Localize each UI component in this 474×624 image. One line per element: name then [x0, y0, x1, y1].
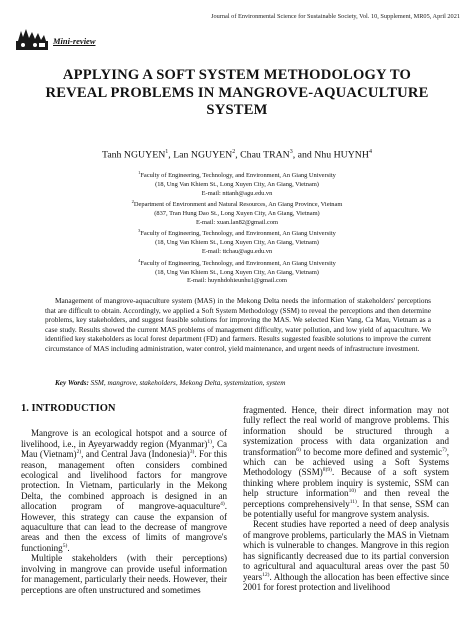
author-name: Nhu HUYNH — [314, 149, 369, 161]
author-affiliation-mark: 4 — [368, 149, 372, 155]
affiliation-email: E-mail: ttchau@agu.edu.vn — [201, 248, 273, 255]
affiliation-line: (18, Ung Van Khiem St., Long Xuyen City, An Giang, Vietnam) — [155, 180, 319, 188]
affiliation-mark: 2 — [131, 199, 134, 205]
article-type-label: Mini-review — [53, 36, 96, 46]
author-name: Lan NGUYEN — [173, 149, 233, 161]
affiliation-line: $^4$Faculty of Engineering, Technology, and Environment, An Giang University — [138, 257, 336, 267]
author-name: Chau TRAN — [240, 149, 290, 161]
affiliation-line: $^3$Faculty of Engineering, Technology, and Environment, An Giang University — [138, 228, 336, 238]
body-paragraph: fragmented. Hence, their direct information may not fully reflect the real world of mangrove problems. This information should be structured through a systemization process with data organization and transformation$^{6)}$ to become more defined and systemic$^{7)}$, which can be achieved using a Soft Systems Methodology (SSM)$^{8)9)}$. Because of a soft system thinking where problem inquiry is systemic, SSM can help structure information$^{10)}$ and then reveal the perceptions comprehensively$^{11)}$. In that sense, SSM can be potentially useful for mangrove system analysis. — [243, 405, 449, 520]
keywords-text: SSM, mangrove, stakeholders, Mekong Delta, systemization, system — [90, 379, 286, 387]
journal-header: Journal of Environmental Science for Sustainable Society, Vol. 10, Supplement, MR05, April 2021 — [211, 13, 460, 20]
title-line: SYSTEM — [206, 102, 268, 118]
affiliation-line: $^2$Department of Environment and Natural Resources, An Giang Province, Vietnam — [131, 199, 343, 209]
section-heading: 1. INTRODUCTION — [21, 403, 116, 414]
author-affiliation-mark: 3 — [289, 149, 293, 155]
affiliation-email: E-mail: huynhdohieunhu1@gmail.com — [187, 277, 287, 285]
author-affiliation-mark: 2 — [232, 149, 236, 155]
title-line: APPLYING A SOFT SYSTEM METHODOLOGY TO — [62, 67, 412, 83]
keywords — [55, 379, 435, 387]
affiliation-mark: 4 — [138, 257, 141, 263]
body-paragraph: Mangrove is an ecological hotspot and a source of livelihood, i.e., in Ayeyarwaddy region (Myanmar)$^{1)}$, Ca Mau (Vietnam)$^{2)}$, and Central Java (Indonesia)$^{3)}$. For this reason, management often considers combined ecological and livelihood factors for mangrove protection. In Vietnam, particularly in the Mekong Delta, the combined approach is designed in an allocation program of mangrove-aquaculture$^{4)}$. However, this strategy can cause the expansion of aquaculture that can lead to the decrease of mangrove areas and then the excess of limits of mangrove's functioning$^{5)}$. — [21, 428, 227, 553]
author-separator: , — [235, 149, 241, 161]
body-paragraph: Multiple stakeholders (with their perceptions) involving in mangrove can provide useful information for management, particularly their needs. However, their perceptions are often unstructured and sometimes — [21, 553, 227, 595]
paper-title — [30, 67, 444, 120]
body-paragraph: Recent studies have reported a need of deep analysis of mangrove problems, particularly the MAS in Vietnam which is vulnerable to changes. Mangrove in this region has significantly decreased due to its partial conversion to agricultural and aquacultural areas over the past 50 years$^{12)}$. Although the allocation has been effective since 2001 for forest protection and livelihood — [243, 519, 449, 592]
affiliation-line: (837, Tran Hung Dao St., Long Xuyen City, An Giang, Vietnam) — [154, 210, 320, 218]
abstract: Management of mangrove-aquaculture system (MAS) in the Mekong Delta needs the information of stakeholders' perceptions that are difficult to obtain. Accordingly, we applied a Soft System Methodology (SSM) to reveal the perceptions and then determine problems, key stakeholders, and suggest feasible solutions for improving the MAS. We selected Kien Vang, Ca Mau, Vietnam as a case study. Results showed the current MAS problems of management difficulty, water pollution, and low yield of aquaculture. We identified key stakeholders as local forest department (FD) and farmers. Results suggested feasible solutions to improve the current circumstance of MAS including administration, water control, yield maintenance, and urgent needs of infrastructure investment. — [45, 296, 431, 353]
author-separator: , and — [292, 149, 315, 161]
author-name: Tanh NGUYEN — [102, 149, 166, 161]
author-affiliation-mark: 1 — [165, 149, 169, 155]
affiliation-email: E-mail: nttanh@agu.edu.vn — [201, 189, 273, 197]
author-separator: , — [168, 149, 174, 161]
affiliation-mark: 3 — [138, 228, 141, 234]
journal-logo-icon — [15, 27, 49, 53]
affiliation-email: E-mail: xuan.lan82@gmail.com — [195, 218, 279, 226]
right-column — [243, 405, 449, 592]
author-list — [0, 149, 474, 160]
title-line: REVEAL PROBLEMS IN MANGROVE-AQUACULTURE — [45, 84, 429, 101]
affiliation-line: (18, Ung Van Khiem St., Long Xuyen City, An Giang, Vietnam) — [155, 239, 319, 247]
keywords-label: Key Words: — [55, 379, 89, 387]
affiliation-line: $^1$Faculty of Engineering, Technology, and Environment, An Giang University — [138, 170, 336, 180]
affiliation-list — [70, 169, 404, 286]
affiliation-mark: 1 — [138, 170, 141, 175]
affiliation-line: (18, Ung Van Khiem St., Long Xuyen City, An Giang, Vietnam) — [155, 268, 319, 276]
left-column — [21, 404, 227, 595]
